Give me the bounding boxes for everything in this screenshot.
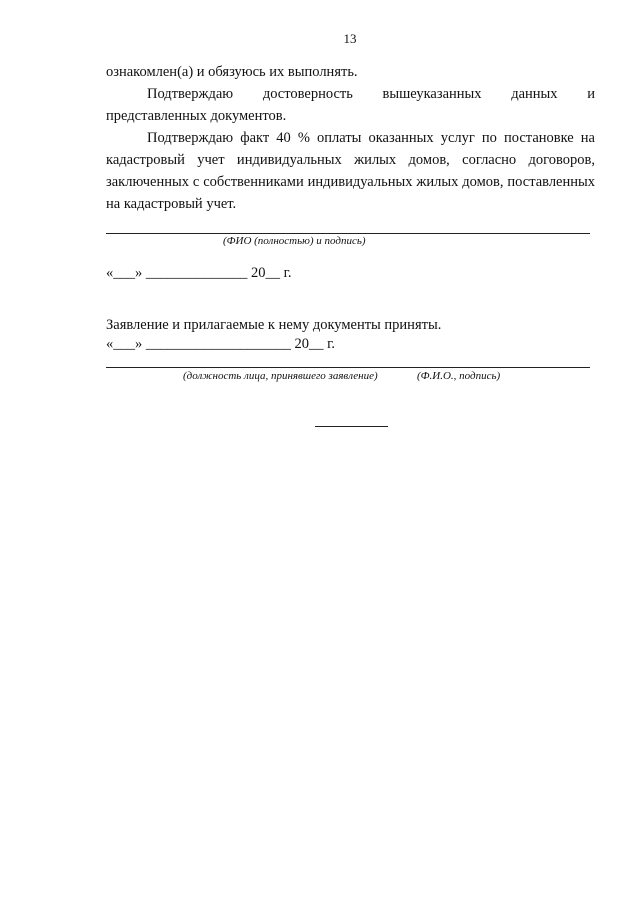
- paragraph-continuation: ознакомлен(а) и обязуюсь их выполнять.: [106, 64, 358, 80]
- acceptance-statement: Заявление и прилагаемые к нему документы приняты.: [106, 317, 442, 333]
- end-of-document-rule: [315, 426, 388, 427]
- acceptance-date-line: «___» ____________________ 20__ г.: [106, 336, 336, 352]
- body-text: [106, 61, 595, 215]
- signature-caption: (ФИО (полностью) и подпись): [223, 235, 366, 247]
- page-number: 13: [343, 31, 357, 46]
- paragraph-confirm-payment: Подтверждаю факт 40 % оплаты оказанных услуг по постановке на кадастровый учет индивидуальных жилых домов, согласно договоров, заключенных с собственниками индивидуальных жилых домов, поставленных на кадастровый учет.: [106, 130, 595, 212]
- acceptance-position-caption: (должность лица, принявшего заявление): [183, 370, 378, 382]
- applicant-date-line: «___» ______________ 20__ г.: [106, 265, 292, 281]
- signature-line: [106, 233, 590, 234]
- paragraph-confirm-documents: Подтверждаю достоверность вышеуказанных данных и представленных документов.: [106, 86, 595, 124]
- acceptance-fio-caption: (Ф.И.О., подпись): [417, 370, 501, 382]
- acceptance-signature-line: [106, 367, 590, 368]
